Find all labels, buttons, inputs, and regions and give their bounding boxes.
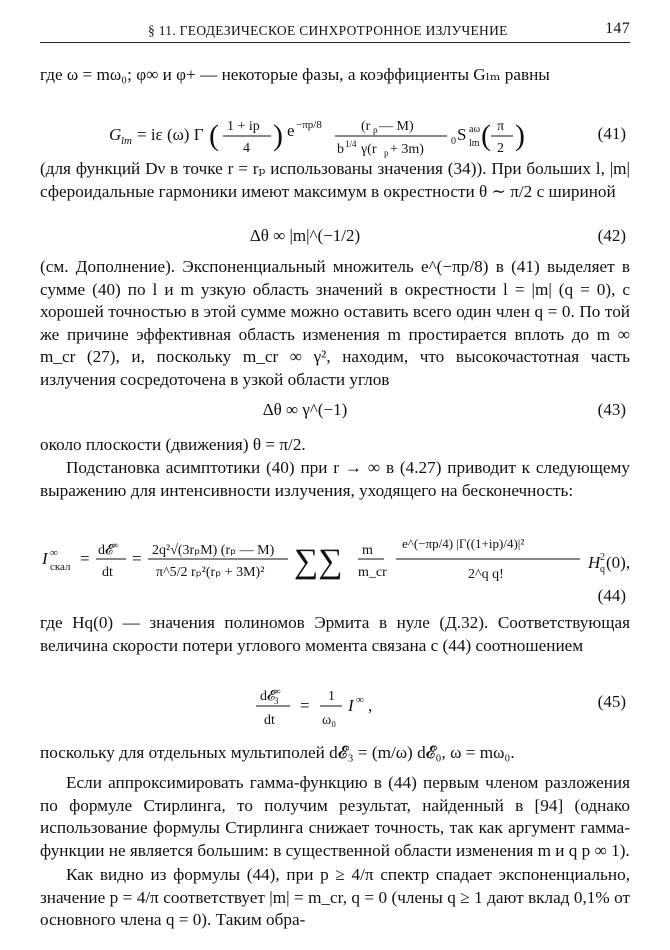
svg-text:d𝓔: d𝓔	[98, 543, 114, 558]
equation-41-math	[85, 112, 525, 158]
paragraph-5: Подстановка асимптотики (40) при r → ∞ в (4.27) приводит к следующему выражению для интенсивности излучения, уходящего на бесконечность:	[40, 458, 630, 500]
svg-text:lm: lm	[469, 138, 480, 149]
svg-text:2: 2	[600, 552, 605, 563]
svg-text:S: S	[457, 125, 467, 144]
equation-41	[40, 112, 630, 158]
svg-text:d𝓔: d𝓔	[260, 689, 276, 704]
svg-text:∞: ∞	[112, 540, 119, 550]
svg-text:3: 3	[274, 696, 279, 706]
svg-text:I: I	[42, 549, 48, 568]
svg-text:m: m	[362, 543, 373, 558]
equation-45-number: (45)	[597, 692, 626, 711]
svg-text:,: ,	[368, 696, 373, 715]
svg-text:∑∑: ∑∑	[294, 543, 343, 580]
svg-text:1 + ip: 1 + ip	[227, 119, 260, 134]
equation-44-math	[40, 526, 630, 586]
equation-45	[40, 682, 630, 728]
svg-text:p: p	[373, 125, 378, 135]
equation-44-number: (44)	[597, 586, 626, 605]
svg-text:e^(−πp/4) |Γ((1+ip)/4)|²: e^(−πp/4) |Γ((1+ip)/4)|²	[402, 536, 525, 551]
svg-text:(0),: (0),	[606, 553, 630, 572]
paragraph-4: около плоскости (движения) θ = π/2.	[40, 435, 306, 454]
svg-text:m_cr: m_cr	[358, 565, 387, 580]
svg-text:2q²√(3rₚM) (rₚ — M): 2q²√(3rₚM) (rₚ — M)	[152, 543, 275, 558]
svg-text:+ 3m): + 3m)	[390, 142, 424, 157]
svg-text:1: 1	[328, 689, 335, 704]
svg-text:4: 4	[243, 141, 250, 156]
svg-text:(r: (r	[361, 119, 371, 134]
svg-text:1/4: 1/4	[345, 139, 357, 149]
equation-42-expr: Δθ ∞ |m|^(−1/2)	[249, 226, 361, 245]
paragraph-6: где Hq(0) — значения полиномов Эрмита в нуле (Д.32). Соответствующая величина скорости потери углового момента связана с (44) соотношением	[40, 613, 630, 655]
svg-text:γ(r: γ(r	[361, 142, 377, 157]
equation-44	[40, 526, 630, 612]
svg-text:2: 2	[497, 141, 504, 156]
svg-text:2^q q!: 2^q q!	[468, 567, 504, 582]
svg-text:p: p	[384, 148, 389, 158]
svg-text:(: (	[481, 119, 491, 152]
svg-text:b: b	[337, 142, 344, 157]
equation-41-number: (41)	[597, 124, 626, 143]
svg-text:G: G	[109, 125, 122, 144]
svg-text:π: π	[497, 119, 505, 134]
equation-43-number: (43)	[597, 400, 626, 419]
svg-text:π^5/2 rₚ²(rₚ + 3M)²: π^5/2 rₚ²(rₚ + 3M)²	[156, 565, 265, 580]
svg-text:=: =	[300, 696, 310, 715]
svg-text:H: H	[588, 553, 601, 572]
paragraph-9: Как видно из формулы (44), при p ≥ 4/π спектр спадает экспоненциально, значение p = 4/π соответствует |m| = m_cr, q = 0 (члены q ≥ 1 дают вклад 0,1% от основного члена q = 0). Таким обра-	[40, 865, 630, 930]
svg-text:скал: скал	[50, 561, 71, 573]
paragraph-1: где ω = mω₀; φ∞ и φ+ — некоторые фазы, а коэффициенты Gₗₘ равны	[40, 65, 550, 84]
paragraph-2: (для функций Dν в точке r = rₚ использованы значения (34)). При больших l, |m| сфероидальные гармоники имеют максимум в окрестности θ ∼ π/2 с шириной	[40, 159, 630, 201]
equation-43	[40, 400, 630, 426]
svg-text:=: =	[132, 549, 142, 568]
paragraph-8: Если аппроксимировать гамма-функцию в (44) первым членом разложения по формуле Стирлинга, то получим результат, найденный в [94] (однако использование формулы Стирлинга снижает точность, так как аргумент гамма-функции не является большим: в существенной области изменения m и q p ∞ 1).	[40, 773, 630, 860]
svg-text:∞: ∞	[274, 686, 281, 696]
svg-text:ω₀: ω₀	[322, 713, 337, 728]
svg-text:dt: dt	[264, 713, 275, 728]
svg-text:(: (	[209, 119, 219, 152]
running-header	[40, 20, 630, 43]
svg-text:∞: ∞	[50, 547, 58, 559]
section-title: § 11. ГЕОДЕЗИЧЕСКОЕ СИНХРОТРОННОЕ ИЗЛУЧЕНИЕ	[148, 23, 508, 38]
svg-text:I: I	[348, 696, 354, 715]
svg-text:= iε (ω) Γ: = iε (ω) Γ	[137, 125, 204, 144]
equation-42-number: (42)	[597, 226, 626, 245]
paragraph-7: поскольку для отдельных мультиполей d𝓔₃ = (m/ω) d𝓔₀, ω = mω₀.	[40, 743, 515, 762]
svg-text:): )	[273, 119, 283, 152]
svg-text:=: =	[80, 549, 90, 568]
equation-45-math	[250, 682, 430, 728]
svg-text:— M): — M)	[379, 119, 414, 134]
equation-41-expr	[40, 112, 570, 158]
svg-text:lm: lm	[121, 135, 132, 147]
svg-text:dt: dt	[102, 565, 113, 580]
svg-text:): )	[515, 119, 525, 152]
svg-text:−πp/8: −πp/8	[296, 119, 322, 131]
svg-text:e: e	[287, 121, 295, 140]
equation-42	[40, 226, 630, 252]
svg-text:q: q	[600, 564, 605, 575]
svg-text:0: 0	[451, 136, 456, 147]
page-number: 147	[605, 20, 630, 37]
svg-text:∞: ∞	[356, 694, 364, 706]
svg-text:aω: aω	[469, 124, 481, 135]
equation-43-expr: Δθ ∞ γ^(−1)	[262, 400, 348, 419]
paragraph-3: (см. Дополнение). Экспоненциальный множитель e^(−πp/8) в (41) выделяет в сумме (40) по l и m узкую область значений в окрестности l = |m| (q = 0), с хорошей точностью в этой сумме можно оставить всего один член q = 0. По той же причине эффективная область изменения m простирается вплоть до m ∞ m_cr (27), и, поскольку m_cr ∞ γ², находим, что высокочастотная часть излучения сосредоточена в узкой области углов	[40, 257, 630, 389]
